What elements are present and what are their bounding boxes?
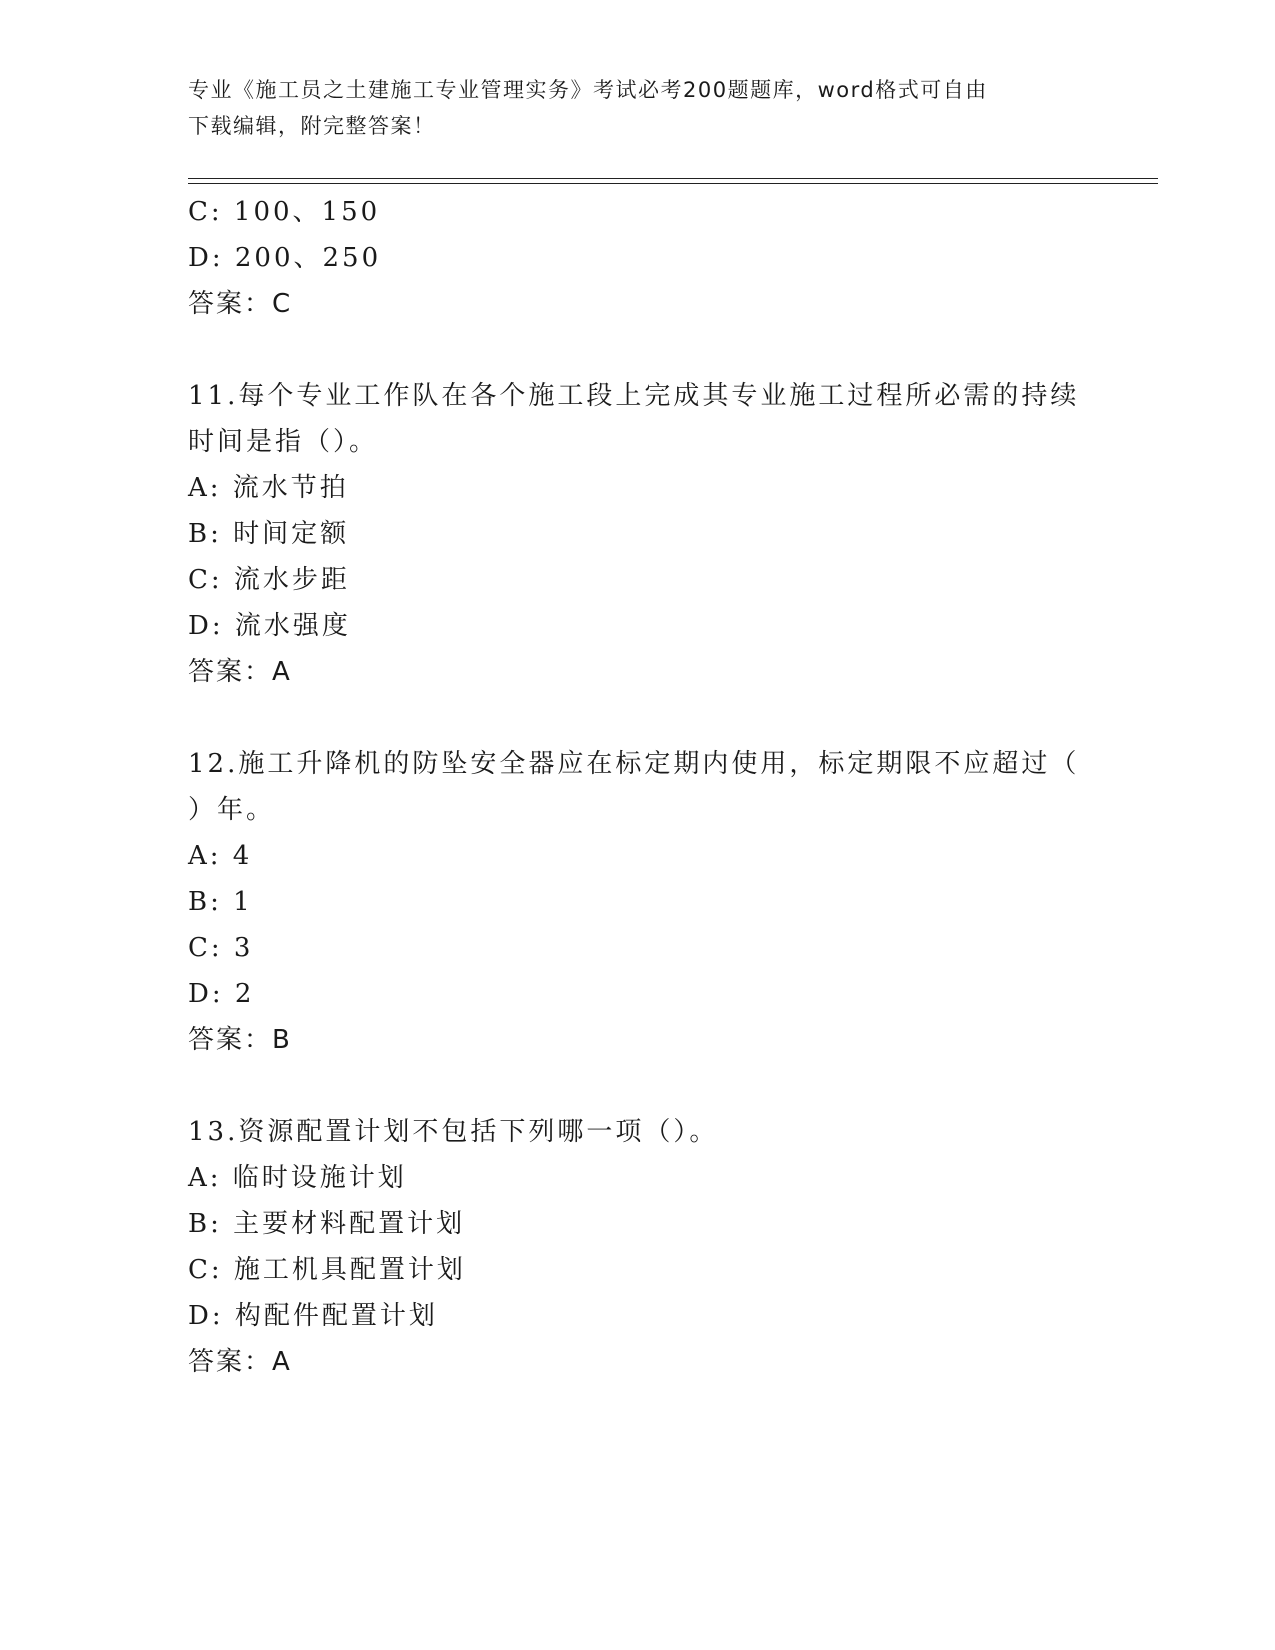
document-header (188, 72, 1068, 144)
answer-label: 答案：C (188, 289, 293, 319)
option-a: A: 流水节拍 (188, 473, 349, 503)
option-c: C: 施工机具配置计划 (188, 1255, 466, 1285)
question-text-line-1: 13.资源配置计划不包括下列哪一项（）。 (188, 1117, 719, 1147)
option-a: A: 临时设施计划 (188, 1163, 407, 1193)
option-b: B: 时间定额 (188, 519, 350, 549)
option-c: C: 100、150 (188, 197, 381, 227)
answer-label: 答案：B (188, 1025, 292, 1055)
question-text (188, 741, 1088, 833)
question-text-line-2: 时间是指（）。 (188, 427, 379, 457)
spacer (188, 695, 1088, 741)
header-divider-top (188, 178, 1158, 179)
option-d: D: 2 (188, 979, 255, 1009)
spacer (188, 327, 1088, 373)
question-text (188, 1109, 1088, 1155)
header-line-1: 专业《施工员之土建施工专业管理实务》考试必考200题题库，word格式可自由 (188, 78, 988, 102)
question-block-12 (188, 741, 1088, 1063)
question-text-line-2: ）年。 (188, 795, 276, 825)
header-line-2: 下载编辑，附完整答案！ (188, 114, 436, 138)
option-b: B: 1 (188, 887, 253, 917)
question-block-10 (188, 189, 1088, 327)
question-text (188, 373, 1088, 465)
header-divider-bottom (188, 183, 1158, 184)
option-d: D: 200、250 (188, 243, 382, 273)
option-b: B: 主要材料配置计划 (188, 1209, 466, 1239)
option-d: D: 构配件配置计划 (188, 1301, 438, 1331)
answer-label: 答案：A (188, 1347, 292, 1377)
question-block-11 (188, 373, 1088, 695)
option-c: C: 流水步距 (188, 565, 350, 595)
option-c: C: 3 (188, 933, 254, 963)
question-list (188, 189, 1088, 1385)
spacer (188, 1063, 1088, 1109)
question-text-line-1: 11.每个专业工作队在各个施工段上完成其专业施工过程所必需的持续 (188, 381, 1080, 411)
option-d: D: 流水强度 (188, 611, 351, 641)
question-text-line-1: 12.施工升降机的防坠安全器应在标定期内使用，标定期限不应超过（ (188, 749, 1080, 779)
option-a: A: 4 (188, 841, 253, 871)
answer-label: 答案：A (188, 657, 292, 687)
question-block-13 (188, 1109, 1088, 1385)
